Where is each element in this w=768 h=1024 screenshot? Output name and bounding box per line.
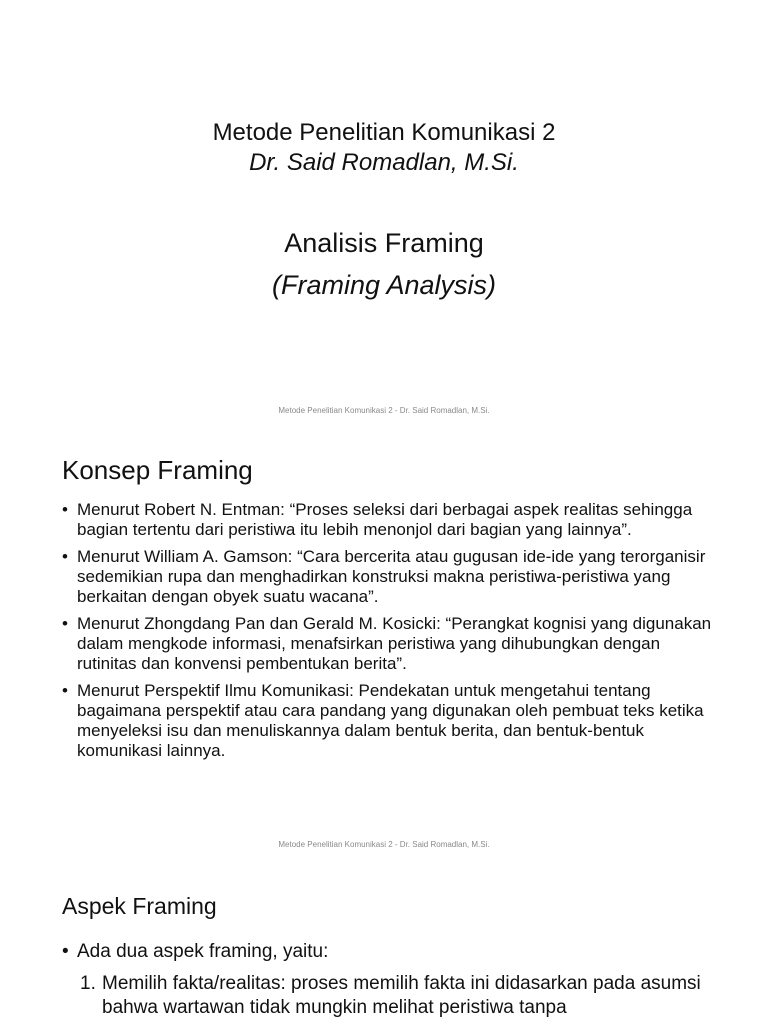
item-number: 1.: [80, 973, 96, 994]
course-title: Metode Penelitian Komunikasi 2: [212, 119, 556, 146]
slide-footer: Metode Penelitian Komunikasi 2 - Dr. Said Romadlan, M.Si.: [278, 406, 490, 415]
numbered-item: [80, 972, 718, 1020]
bullet-list: [62, 500, 718, 768]
slide-heading: Konsep Framing: [62, 455, 253, 485]
topic-title-block: [0, 222, 768, 306]
slide-aspek-framing: [0, 860, 768, 1024]
slide-title: [0, 0, 768, 430]
slide-footer: Metode Penelitian Komunikasi 2 - Dr. Said Romadlan, M.Si.: [278, 840, 490, 849]
bullet-item: • Menurut Robert N. Entman: “Proses seleksi dari berbagai aspek realitas sehingga bagian tertentu dari peristiwa itu lebih menonjol dari bagian yang lainnya”.: [62, 500, 718, 540]
bullet-item: • Menurut Zhongdang Pan dan Gerald M. Kosicki: “Perangkat kognisi yang digunakan dalam mengkode informasi, menafsirkan peristiwa yang dihubungkan dengan rutinitas dan konvensi pembentukan berita”.: [62, 614, 718, 674]
slide-konsep-framing: [0, 430, 768, 860]
bullet-item: • Ada dua aspek framing, yaitu:: [62, 940, 328, 964]
topic-title: Analisis Framing: [284, 228, 484, 258]
course-title-block: [0, 118, 768, 178]
lecturer-name: Dr. Said Romadlan, M.Si.: [249, 149, 519, 176]
topic-subtitle: (Framing Analysis): [271, 270, 497, 300]
bullet-item: • Menurut William A. Gamson: “Cara bercerita atau gugusan ide-ide yang terorganisir sedemikian rupa dan menghadirkan konstruksi makna peristiwa-peristiwa yang berkaitan dengan obyek suatu wacana”.: [62, 547, 718, 607]
item-text: Memilih fakta/realitas: proses memilih fakta ini didasarkan pada asumsi bahwa wartawan tidak mungkin melihat peristiwa tanpa: [102, 973, 701, 1018]
slide-heading: Aspek Framing: [62, 893, 217, 919]
bullet-item: • Menurut Perspektif Ilmu Komunikasi: Pendekatan untuk mengetahui tentang bagaimana perspektif atau cara pandang yang digunakan oleh pembuat teks ketika menyeleksi isu dan menuliskannya dalam bentuk berita, dan bentuk-bentuk komunikasi lainnya.: [62, 681, 718, 761]
